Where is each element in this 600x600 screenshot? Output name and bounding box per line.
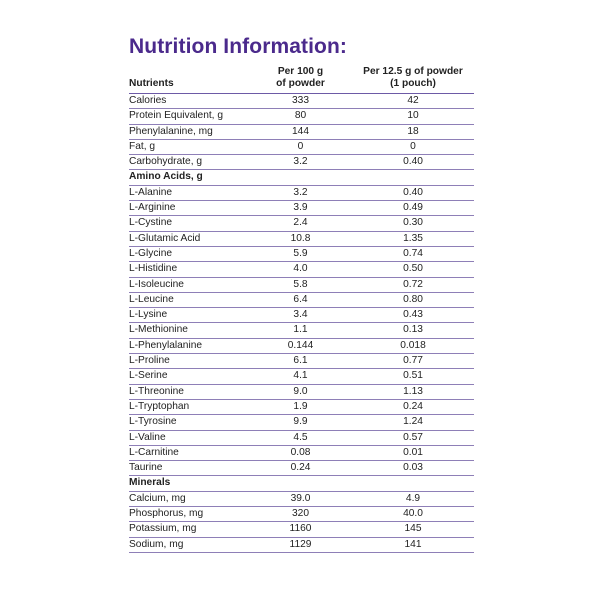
table-row: [129, 139, 474, 154]
nutrient-name: L-Leucine: [129, 292, 249, 307]
table-row: [129, 445, 474, 460]
value-per-pouch: 42: [352, 94, 474, 109]
value-per-100g: 5.8: [249, 277, 352, 292]
value-per-100g: 10.8: [249, 231, 352, 246]
table-row: [129, 430, 474, 445]
nutrient-name: L-Cystine: [129, 216, 249, 231]
table-row: [129, 384, 474, 399]
nutrition-panel: [129, 34, 474, 553]
nutrient-name: Protein Equivalent, g: [129, 109, 249, 124]
value-per-pouch: 1.24: [352, 415, 474, 430]
value-per-100g: 9.0: [249, 384, 352, 399]
nutrient-name: L-Phenylalanine: [129, 338, 249, 353]
value-per-pouch: 141: [352, 537, 474, 552]
table-row: [129, 354, 474, 369]
value-per-100g: 2.4: [249, 216, 352, 231]
nutrition-table: [129, 60, 474, 553]
table-row: [129, 201, 474, 216]
value-per-100g: 320: [249, 507, 352, 522]
nutrient-name: L-Glutamic Acid: [129, 231, 249, 246]
header-per-pouch-line1: Per 12.5 g of powder: [363, 66, 463, 77]
nutrient-name: Phosphorus, mg: [129, 507, 249, 522]
nutrient-name: L-Alanine: [129, 185, 249, 200]
nutrient-name: Calcium, mg: [129, 491, 249, 506]
nutrient-name: Taurine: [129, 461, 249, 476]
header-per-100g-line2: of powder: [276, 78, 325, 89]
header-per-pouch: [352, 60, 474, 94]
value-per-pouch: 0.72: [352, 277, 474, 292]
table-row: [129, 522, 474, 537]
value-per-pouch: 0.77: [352, 354, 474, 369]
nutrient-name: L-Histidine: [129, 262, 249, 277]
value-per-pouch: 0.43: [352, 308, 474, 323]
value-per-pouch: [352, 476, 474, 491]
nutrient-name: Calories: [129, 94, 249, 109]
value-per-100g: 80: [249, 109, 352, 124]
table-row: [129, 155, 474, 170]
value-per-100g: 0.08: [249, 445, 352, 460]
value-per-100g: 6.1: [249, 354, 352, 369]
table-row: [129, 231, 474, 246]
value-per-100g: 39.0: [249, 491, 352, 506]
table-row: [129, 292, 474, 307]
value-per-pouch: 4.9: [352, 491, 474, 506]
value-per-100g: 4.1: [249, 369, 352, 384]
value-per-100g: [249, 476, 352, 491]
nutrient-name: L-Arginine: [129, 201, 249, 216]
value-per-100g: 4.5: [249, 430, 352, 445]
nutrient-name: L-Methionine: [129, 323, 249, 338]
value-per-100g: 144: [249, 124, 352, 139]
value-per-pouch: 0.01: [352, 445, 474, 460]
nutrient-name: L-Serine: [129, 369, 249, 384]
table-row: [129, 461, 474, 476]
value-per-100g: [249, 170, 352, 185]
table-row: [129, 507, 474, 522]
value-per-100g: 3.2: [249, 185, 352, 200]
section-heading: Minerals: [129, 476, 249, 491]
value-per-pouch: 0.03: [352, 461, 474, 476]
table-row: [129, 369, 474, 384]
value-per-pouch: 0.50: [352, 262, 474, 277]
value-per-100g: 3.2: [249, 155, 352, 170]
header-per-100g: [249, 60, 352, 94]
nutrient-name: L-Tryptophan: [129, 399, 249, 414]
value-per-pouch: [352, 170, 474, 185]
nutrient-name: L-Lysine: [129, 308, 249, 323]
value-per-pouch: 0.24: [352, 399, 474, 414]
nutrient-name: L-Proline: [129, 354, 249, 369]
table-row: [129, 537, 474, 552]
table-row: [129, 94, 474, 109]
value-per-100g: 1160: [249, 522, 352, 537]
table-row: [129, 216, 474, 231]
value-per-100g: 5.9: [249, 246, 352, 261]
header-per-100g-line1: Per 100 g: [277, 66, 324, 77]
table-row: [129, 277, 474, 292]
page-title: Nutrition Information:: [129, 35, 347, 58]
table-row: [129, 124, 474, 139]
value-per-100g: 0: [249, 139, 352, 154]
value-per-pouch: 18: [352, 124, 474, 139]
table-row: [129, 185, 474, 200]
table-row: [129, 399, 474, 414]
nutrient-name: L-Isoleucine: [129, 277, 249, 292]
value-per-100g: 0.24: [249, 461, 352, 476]
table-row: [129, 491, 474, 506]
value-per-pouch: 40.0: [352, 507, 474, 522]
nutrient-name: Potassium, mg: [129, 522, 249, 537]
value-per-100g: 333: [249, 94, 352, 109]
nutrient-name: Carbohydrate, g: [129, 155, 249, 170]
value-per-pouch: 0.51: [352, 369, 474, 384]
table-body: [129, 94, 474, 553]
value-per-pouch: 0.13: [352, 323, 474, 338]
value-per-pouch: 0.74: [352, 246, 474, 261]
table-row: [129, 262, 474, 277]
nutrient-name: L-Glycine: [129, 246, 249, 261]
value-per-pouch: 0.40: [352, 155, 474, 170]
header-nutrients: Nutrients: [129, 60, 249, 94]
table-row: [129, 323, 474, 338]
value-per-100g: 9.9: [249, 415, 352, 430]
table-row: [129, 109, 474, 124]
value-per-pouch: 10: [352, 109, 474, 124]
value-per-100g: 1.1: [249, 323, 352, 338]
value-per-pouch: 145: [352, 522, 474, 537]
value-per-pouch: 0.40: [352, 185, 474, 200]
value-per-100g: 6.4: [249, 292, 352, 307]
value-per-pouch: 0: [352, 139, 474, 154]
nutrient-name: L-Valine: [129, 430, 249, 445]
header-per-pouch-line2: (1 pouch): [390, 78, 436, 89]
value-per-pouch: 1.13: [352, 384, 474, 399]
value-per-100g: 1.9: [249, 399, 352, 414]
value-per-pouch: 0.30: [352, 216, 474, 231]
table-header: [129, 60, 474, 94]
nutrient-name: Fat, g: [129, 139, 249, 154]
table-row: [129, 246, 474, 261]
section-row: [129, 476, 474, 491]
value-per-100g: 4.0: [249, 262, 352, 277]
table-row: [129, 338, 474, 353]
nutrient-name: Phenylalanine, mg: [129, 124, 249, 139]
value-per-pouch: 0.57: [352, 430, 474, 445]
nutrient-name: L-Tyrosine: [129, 415, 249, 430]
value-per-pouch: 0.018: [352, 338, 474, 353]
table-row: [129, 308, 474, 323]
section-heading: Amino Acids, g: [129, 170, 249, 185]
nutrient-name: L-Threonine: [129, 384, 249, 399]
section-row: [129, 170, 474, 185]
value-per-100g: 3.9: [249, 201, 352, 216]
nutrient-name: Sodium, mg: [129, 537, 249, 552]
nutrient-name: L-Carnitine: [129, 445, 249, 460]
value-per-pouch: 1.35: [352, 231, 474, 246]
value-per-100g: 0.144: [249, 338, 352, 353]
value-per-100g: 3.4: [249, 308, 352, 323]
value-per-100g: 1129: [249, 537, 352, 552]
table-row: [129, 415, 474, 430]
value-per-pouch: 0.80: [352, 292, 474, 307]
value-per-pouch: 0.49: [352, 201, 474, 216]
